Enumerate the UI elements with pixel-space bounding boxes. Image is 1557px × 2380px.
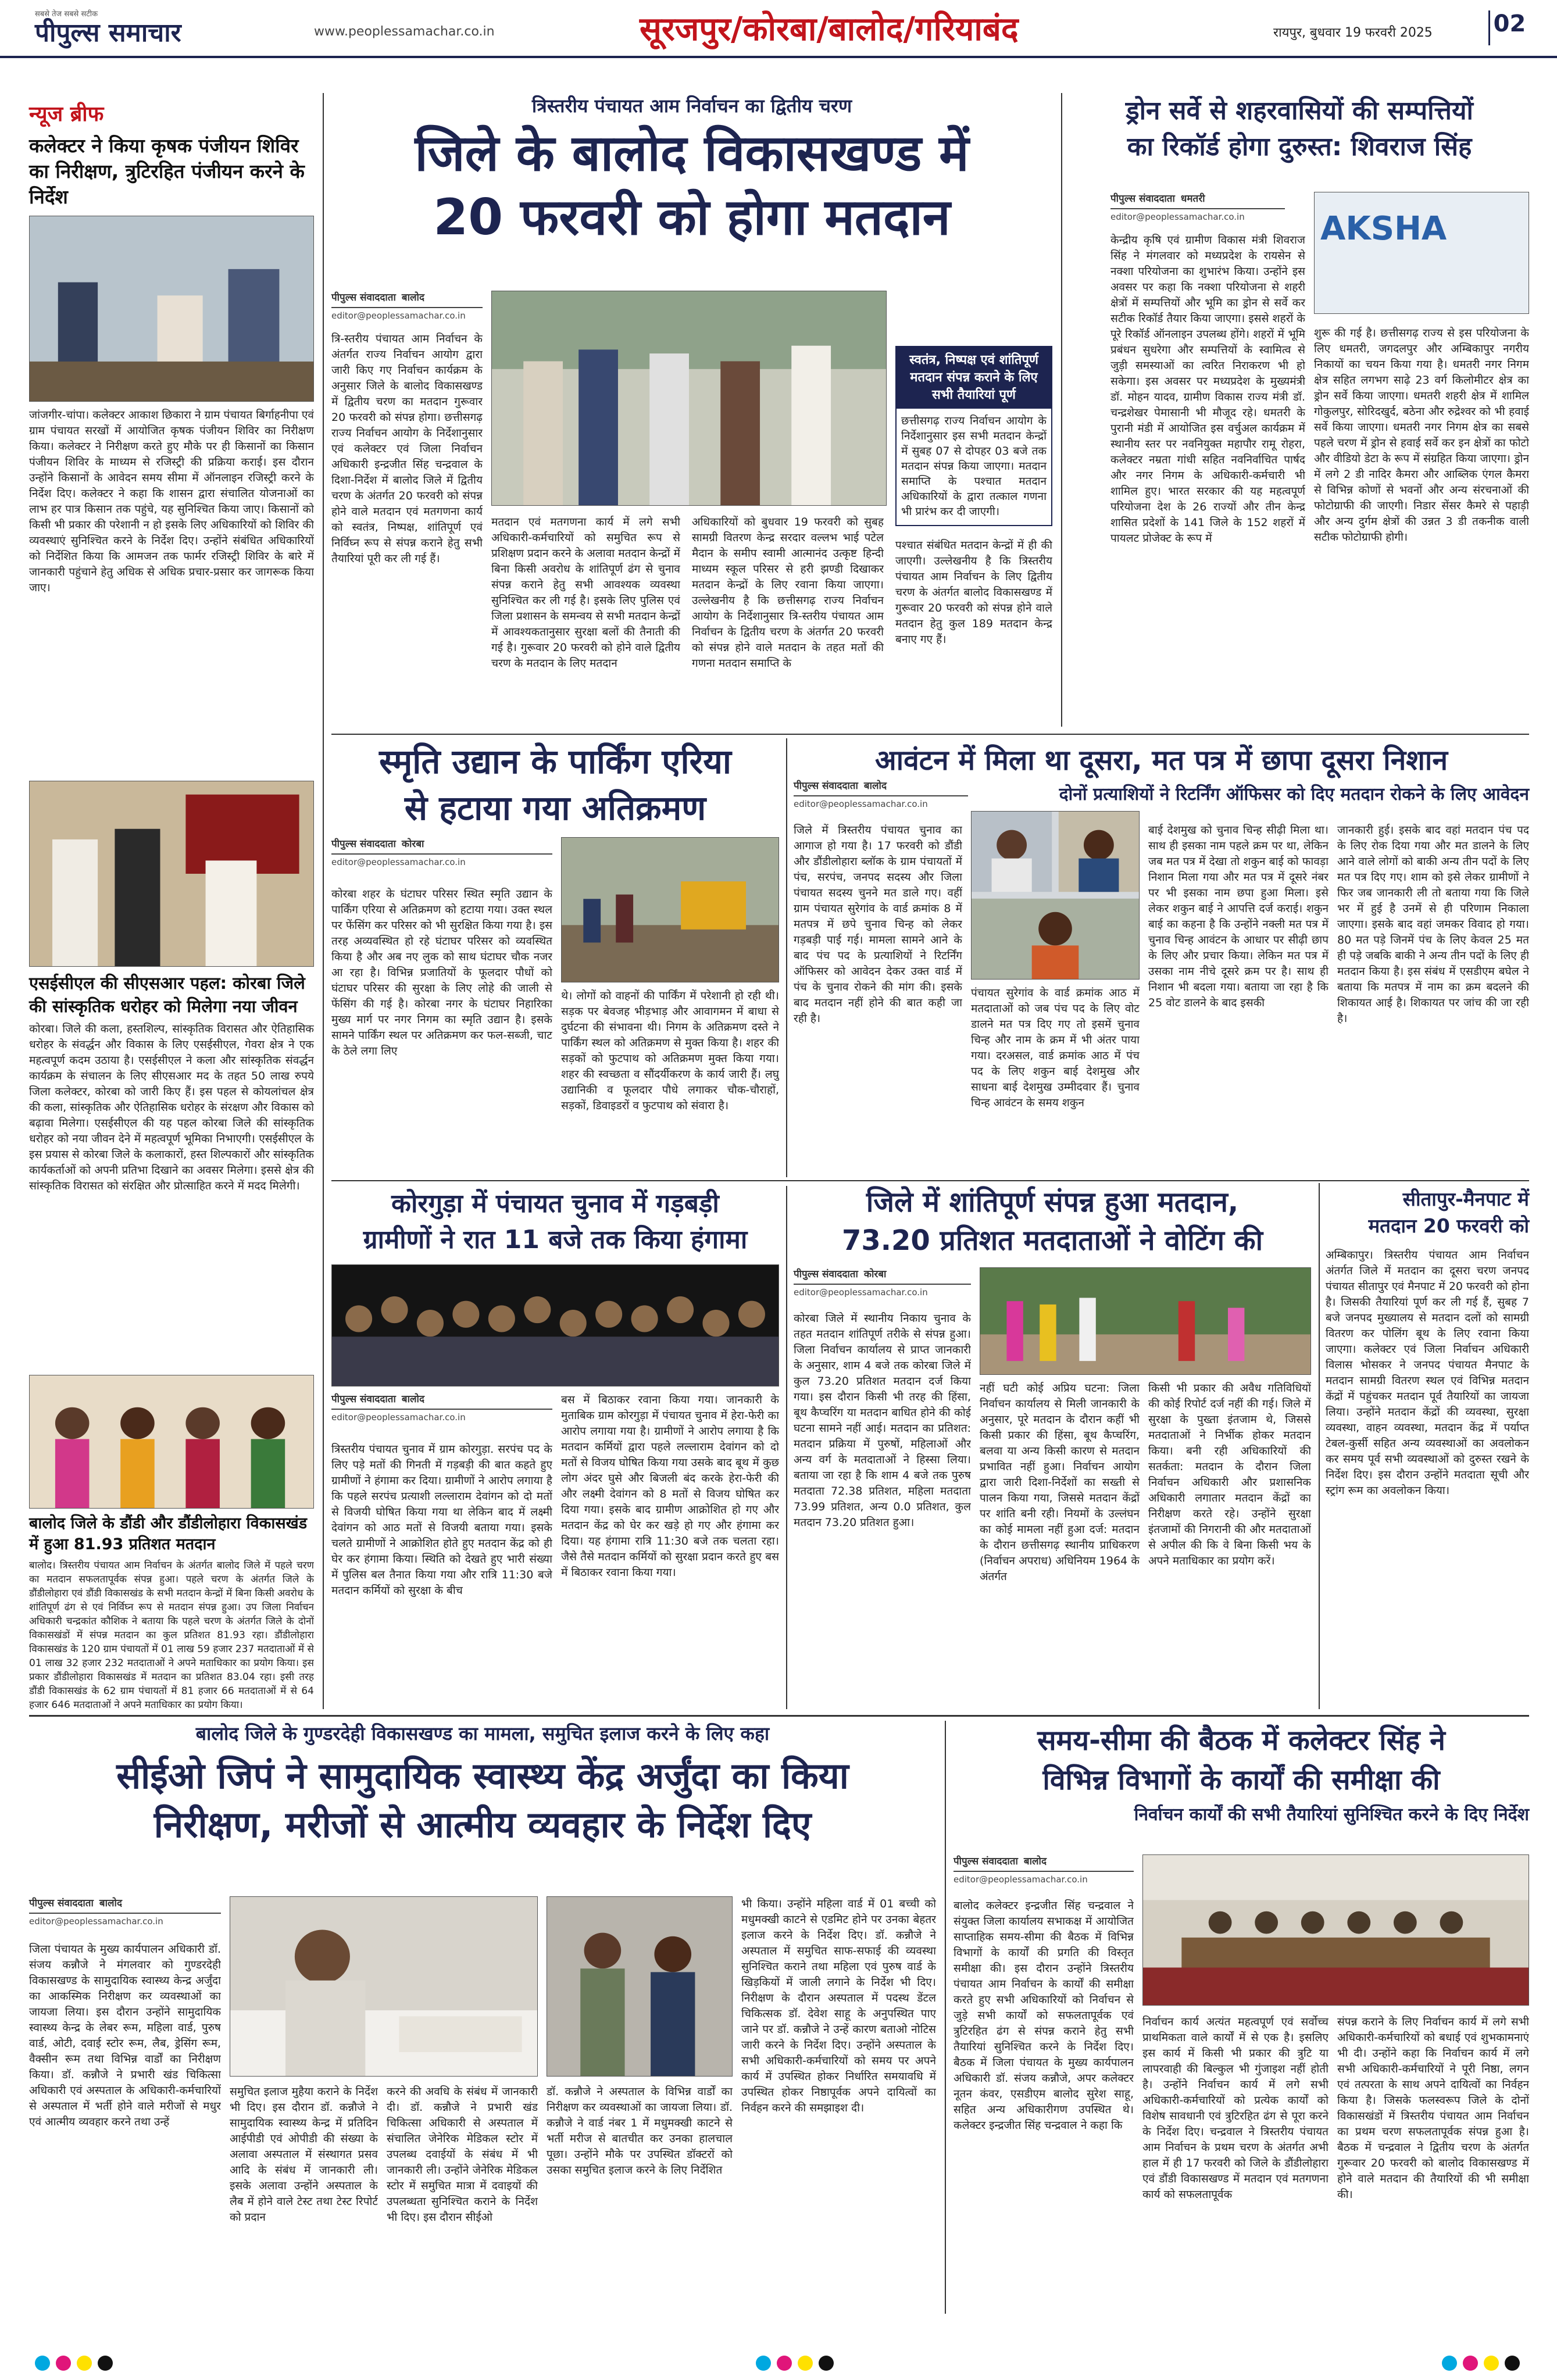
smriti-story	[331, 738, 779, 831]
peaceful-byline-name: पीपुल्स संवाददाता	[794, 1268, 858, 1280]
peaceful-headline-1: जिले में शांतिपूर्ण संपन्न हुआ मतदान,	[866, 1186, 1239, 1218]
registration-magenta-dot	[777, 2356, 792, 2371]
section-divider	[331, 1180, 1529, 1181]
registration-cyan-dot	[1442, 2356, 1457, 2371]
allotment-col-1: जिले में त्रिस्तरीय पंचायत चुनाव का आगाज हो गया है। 17 फरवरी को डौंडी और डौंडीलोहारा ब्लॉक के ग्राम पंचायतों में पंच, सरपंच, जनपद सदस्य और जिला पंचायत सदस्य चुनने मत डाले गए। वहीं ग्राम पंचायत सुरेगांव के वार्ड क्रमांक 8 में मतपत्र में छपे चुनाव चिन्ह को लेकर गड़बड़ी पाई गई। मामला सामने आने के बाद पंच पद के प्रत्याशियों ने रिटर्निंग ऑफिसर को आवेदन देकर उक्त वार्ड में पंच के चुनाव रोकने की मांग की। इसके बाद मतदान नहीं होने की बात कही जा रही है।	[794, 824, 962, 1025]
registration-yellow-dot	[798, 2356, 813, 2371]
korgudda-col-1: त्रिस्तरीय पंचायत चुनाव में ग्राम कोरगुड़ा. सरपंच पद के लिए पड़े मतों की गिनती में गड़बड़ी की बात कहते हुए ग्रामीणों ने हंगामा कर दिया। ग्रामीणों ने आरोप लगाया है कि पहले सरपंच प्रत्याशी लल्लाराम देवांगन को दो मतों से विजयी घोषित किया गया था लेकिन बाद में लक्ष्मी देवांगन को आठ मतों से विजयी बताया गया। इसके चलते ग्रामीणों ने आक्रोशित होते हुए मतदान केंद्र को ही घेर कर हंगामा किया। स्थिति को देखते हुए भारी संख्या में पुलिस बल तैनात किया गया और रात्रि 11:30 बजे मतदान कर्मियों को सुरक्षा के बीच	[331, 1443, 552, 1597]
registration-yellow-dot	[77, 2356, 92, 2371]
smriti-headline-1: स्मृति उद्यान के पार्किंग एरिया	[379, 742, 731, 781]
drone-col-2: शुरू की गई है। छत्तीसगढ़ राज्य से इस परियोजना के लिए धमतरी, जगदलपुर और अम्बिकापुर नगरीय निकायों का चयन किया गया है। धमतरी नगर निगम क्षेत्र सहित लगभग साढ़े 23 वर्ग किलोमीटर क्षेत्र का ड्रोन सर्वे किया जाएगा। धमतरी शहरी क्षेत्र में शामिल गोकुलपुर, सोरिदखुर्द, बठेना और रुद्रेश्वर को भी हवाई सर्वे किया जाएगा। धमतरी नगर निगम क्षेत्र का सबसे पहले चरण में ड्रोन से हवाई सर्वे कर इन क्षेत्रों का फोटो और वीडियो डेटा के रूप में संग्रहित किया जाएगा। ड्रोन में लगे 2 डी नादिर कैमरा और आब्लिक एंगल कैमरा से विभिन्न कोणों से भवनों और अन्य संरचनाओं की फोटोग्राफी की जाएगी। निडार सेंसर कैमरे से पहाड़ी और अन्य दुर्गम क्षेत्रों की उन्नत 3 डी तकनीक वाली सटीक फोटोग्राफी होगी।	[1314, 327, 1529, 544]
allotment-subhead: दोनों प्रत्याशियों ने रिटर्निंग ऑफिसर को दिए मतदान रोकने के लिए आवेदन	[1059, 784, 1529, 805]
ceo-email[interactable]: editor@peoplessamachar.co.in	[29, 1916, 163, 1927]
peaceful-headline-2: 73.20 प्रतिशत मतदाताओं ने वोटिंग की	[841, 1224, 1263, 1257]
ceo-headline-1: सीईओ जिपं ने सामुदायिक स्वास्थ्य केंद्र अर्जुंदा का किया	[116, 1754, 849, 1797]
allotment-byline	[794, 779, 968, 809]
smriti-byline-place: कोरबा	[401, 838, 424, 850]
peaceful-col-3: किसी भी प्रकार की अवैध गतिविधियों की कोई रिपोर्ट दर्ज नहीं की गई। जिले में सुरक्षा के पुख्ता इंतजाम थे, जिससे मतदाताओं ने निर्भीक होकर मतदान किया। बनी रही अधिकारियों की सतर्कता: मतदान के दौरान जिला निर्वाचन अधिकारी और प्रशासनिक अधिकारी लगातार मतदान केंद्रों का निरीक्षण करते रहे। उन्होंने सुरक्षा इंतजामों की निगरानी की और मतदाताओं से अपील की कि वे बिना किसी भय के अपने मताधिकार का प्रयोग करें।	[1148, 1382, 1311, 1567]
collector-photo	[1142, 1854, 1529, 2006]
peaceful-byline	[794, 1267, 971, 1298]
sitapur-body: अम्बिकापुर। त्रिस्तरीय पंचायत आम निर्वाचन अंतर्गत जिले में मतदान का दूसरा चरण जनपद पंचायत सीतापुर एवं मैनपाट में 20 फरवरी को होना है। जिसकी तैयारियां पूर्ण कर ली गई हैं, सुबह 7 बजे जनपद मुख्यालय से मतदान दलों को सामग्री वितरण कर पोलिंग बूथ के लिए रवाना किया जाएगा। कलेक्टर एवं जिला निर्वाचन अधिकारी विलास भोसकर ने जनपद पंचायत मैनपाट के मतदान सामग्री वितरण स्थल एवं विभिन्न मतदान केंद्रों में पहुंचकर मतदान पूर्व तैयारियों का जायजा लिया। उन्होंने मतदान केंद्रों की व्यवस्था, सुरक्षा व्यवस्था, वाहन व्यवस्था, मतदान केंद्र में पर्याप्त टेबल-कुर्सी सहित अन्य व्यवस्थाओं का अवलोकन कर समय पूर्व सभी व्यवस्थाओं को दुरुस्त रखने के निर्देश दिए। इस दौरान उन्होंने मतदाता सूची और स्ट्रांग रूम का अवलोकन किया।	[1326, 1249, 1529, 1497]
news-brief-label: न्यूज ब्रीफ	[29, 102, 104, 126]
newspaper-logo	[35, 8, 302, 49]
collector-byline-name: पीपुल्स संवाददाता	[954, 1856, 1018, 1867]
column-divider	[1061, 93, 1062, 727]
column-divider	[323, 93, 324, 1709]
smriti-email[interactable]: editor@peoplessamachar.co.in	[331, 857, 466, 867]
drone-col-1: केन्द्रीय कृषि एवं ग्रामीण विकास मंत्री शिवराज सिंह ने मंगलवार को मध्यप्रदेश के रायसेन से नक्शा परियोजना का शुभारंभ किया। उन्होंने इस अवसर पर कहा कि नक्शा परियोजना से शहरी क्षेत्रों में सम्पत्तियों और भूमि का ड्रोन से सर्वे कर सटीक रिकॉर्ड तैयार किया जाएगा। इससे शहरों के पूरे रिकॉर्ड ऑनलाइन उपलब्ध होंगे। शहरों में भूमि प्रबंधन सुधरेगा और सम्पत्तियों के स्वामित्व से जुड़ी समस्याओं का त्वरित निराकरण भी हो सकेगा। इस अवसर पर मध्यप्रदेश के मुख्यमंत्री डॉ. मोहन यादव, ग्रामीण विकास राज्य मंत्री डॉ. चन्द्रशेखर पेमासानी भी मौजूद रहे। धमतरी के पुरानी मंडी में आयोजित इस वर्चुअल कार्यक्रम में स्थानीय स्तर पर नवनियुक्त महापौर रामू रोहरा, कलेक्टर नम्रता गांधी सहित नवनिर्वाचित पार्षद और नगर निगम के अधिकारी-कर्मचारी भी शामिल हुए। भारत सरकार की यह महत्वपूर्ण परियोजना देश के 26 राज्यों और तीन केन्द्र शासित प्रदेशों के 141 जिले के 152 शहरों में पायलट प्रोजेक्ट के रूप में	[1110, 234, 1305, 545]
korgudda-headline-1: कोरगुड़ा में पंचायत चुनाव में गड़बड़ी	[391, 1189, 719, 1218]
logo-text: पीपुल्स समाचार	[35, 18, 181, 48]
ceo-photo-1	[230, 1896, 538, 2077]
korgudda-byline-name: पीपुल्स संवाददाता	[331, 1393, 396, 1405]
ceo-story	[29, 1721, 936, 1849]
section-divider	[331, 734, 1529, 735]
dateline: रायपुर, बुधवार 19 फरवरी 2025	[1273, 26, 1433, 40]
collector-byline	[954, 1854, 1134, 1885]
ceo-col-4: डॉ. कन्नौजे ने अस्पताल के विभिन्न वार्डों का निरीक्षण कर व्यवस्थाओं का जायजा लिया। डॉ. कन्नौजे ने वार्ड नंबर 1 में मधुमक्खी काटने से भर्ती मरीज से बातचीत कर उनका हालचाल पूछा। उन्होंने मौके पर उपस्थित डॉक्टरों को उसका समुचित इलाज करने के लिए निर्देशित	[547, 2085, 733, 2177]
lead-box-title: स्वतंत्र, निष्पक्ष एवं शांतिपूर्ण मतदान संपन्न कराने के लिए सभी तैयारियां पूर्ण	[897, 347, 1051, 409]
ceo-col-1: जिला पंचायत के मुख्य कार्यपालन अधिकारी डॉ. संजय कन्नौजे ने मंगलवार को गुण्डरदेही विकासखण्ड के सामुदायिक स्वास्थ्य केन्द्र अर्जुंदा का आकस्मिक निरीक्षण कर व्यवस्थाओं का जायजा लिया। इस दौरान उन्होंने सामुदायिक स्वास्थ्य केन्द्र के लेबर रूम, महिला वार्ड, पुरुष वार्ड, ओटी, दवाई स्टोर रूम, लैब, ड्रेसिंग रूम, वैक्सीन रूम तथा विभिन्न वार्डों का निरीक्षण किया। डॉ. कन्नौजे ने प्रभारी खंड चिकित्सा अधिकारी एवं अस्पताल के अधिकारी-कर्मचारियों से अस्पताल में भर्ती होने वाले मरीजों से मधुर एवं आत्मीय व्यवहार करने तथा उन्हें	[29, 1943, 221, 2128]
lead-byline-name: पीपुल्स संवाददाता	[331, 292, 396, 303]
registration-black-dot	[98, 2356, 113, 2371]
sitapur-headline-1: सीतापुर-मैनपाट में	[1402, 1188, 1529, 1210]
brief-item-1-body: जांजगीर-चांपा। कलेक्टर आकाश छिकारा ने ग्राम पंचायत बिर्गाहनीपा एवं ग्राम पंचायत सरखों में आयोजित कृषक पंजीयन शिविर का निरीक्षण किया। कलेक्टर ने निरीक्षण करते हुए मौके पर ही किसानों का किसान पंजीयन शिविर के माध्यम से रजिस्ट्री की प्रक्रिया कराई। इस दौरान उन्होंने किसानों के आवेदन समय सीमा में ऑनलाइन रजिस्ट्री करने के निर्देश दिए। कलेक्टर ने कहा कि शासन द्वारा संचालित योजनाओं का लाभ हर पात्र किसान तक पहुंचे, यह सुनिश्चित किया जाए। किसानों को किसी भी प्रकार की परेशानी न हो इसके लिए अधिकारियों को शिविर की व्यवस्थाएं सुनिश्चित करने के निर्देश दिए। उन्होंने संबंधित अधिकारियों को निर्देशित किया कि आमजन तक फार्मर रजिस्ट्री शिविर के बारे में जानकारी पहुंचाने हेतु अधिक से अधिक प्रचार-प्रसार कर जागरूक किया जाए।	[29, 409, 314, 594]
collector-story	[954, 1721, 1529, 1827]
smriti-byline-name: पीपुल्स संवाददाता	[331, 838, 396, 850]
registration-black-dot	[1505, 2356, 1520, 2371]
korgudda-byline	[331, 1392, 552, 1423]
news-brief-column	[29, 99, 314, 1913]
allotment-byline-place: बालोद	[863, 780, 887, 792]
brief-item-2-title: एसईसीएल की सीएसआर पहल: कोरबा जिले की सांस्कृतिक धरोहर को मिलेगा नया जीवन	[29, 973, 305, 1016]
lead-col-1: त्रि-स्तरीय पंचायत आम निर्वाचन के अंतर्गत राज्य निर्वाचन आयोग द्वारा जारी किए गए निर्वाचन कार्यक्रम के अनुसार जिले के बालोद विकासखण्ड में द्वितीय चरण का मतदान गुरूवार 20 फरवरी को संपन्न होगा। छत्तीसगढ़ राज्य निर्वाचन आयोग के निर्देशानुसार एवं कलेक्टर एवं जिला निर्वाचन अधिकारी इन्द्रजीत सिंह चन्द्रवाल के दिशा-निर्देश में बालोद जिले में द्वितीय चरण के अंतर्गत 20 फरवरी को संपन्न होने वाले मतदान एवं मतगणना कार्य को स्वतंत्र, निष्पक्ष, शांतिपूर्ण एवं निर्विघ्न रूप से संपन्न कराने हेतु सभी तैयारियां पूरी कर ली गई हैं।	[331, 333, 483, 565]
ceo-photo-2	[547, 1896, 733, 2077]
lead-byline	[331, 291, 483, 321]
registration-cyan-dot	[756, 2356, 771, 2371]
sitapur-story	[1326, 1186, 1529, 1707]
lead-photo	[491, 291, 887, 506]
drone-photo-banner: AKSHA	[1320, 210, 1447, 248]
registration-cyan-dot	[35, 2356, 50, 2371]
allotment-byline-name: पीपुल्स संवाददाता	[794, 780, 858, 792]
korgudda-email[interactable]: editor@peoplessamachar.co.in	[331, 1412, 466, 1423]
smriti-photo	[561, 837, 779, 982]
ceo-headline-2: निरीक्षण, मरीजों से आत्मीय व्यवहार के निर्देश दिए	[153, 1803, 812, 1846]
smriti-byline	[331, 837, 552, 867]
collector-email[interactable]: editor@peoplessamachar.co.in	[954, 1874, 1088, 1885]
collector-subhead: निर्वाचन कार्यों की सभी तैयारियां सुनिश्चित करने के दिए निर्देश	[1134, 1804, 1529, 1825]
peaceful-email[interactable]: editor@peoplessamachar.co.in	[794, 1287, 928, 1298]
lead-headline-2: 20 फरवरी को होगा मतदान	[433, 188, 951, 246]
ceo-col-2: समुचित इलाज मुहैया कराने के निर्देश भी दिए। इस दौरान डॉ. कन्नौजे ने सामुदायिक स्वास्थ्य केन्द्र में प्रतिदिन आईपीडी एवं ओपीडी की संख्या के अलावा अस्पताल में संस्थागत प्रसव आदि के संबंध में जानकारी ली। इसके अलावा उन्होंने अस्पताल के लैब में होने वाले टेस्ट तथा टेस्ट रिपोर्ट को प्रदान	[230, 2085, 378, 2224]
collector-col-2: निर्वाचन कार्य अत्यंत महत्वपूर्ण एवं सर्वोच्च प्राथमिकता वाले कार्यों में से एक है। इसलिए इस कार्य में किसी भी प्रकार की त्रुटि या लापरवाही की बिल्कुल भी गुंजाइश नहीं होती है। उन्होंने निर्वाचन कार्य में लगे सभी अधिकारी-कर्मचारियों को प्रत्येक कार्यों को विशेष सावधानी एवं त्रुटिरहित ढंग से पूरा करने के निर्देश दिए। चन्द्रवाल ने त्रिस्तरीय पंचायत आम निर्वाचन के प्रथम चरण के अंतर्गत अभी हाल में ही 17 फरवरी को जिले के डौंडीलोहारा एवं डौंडी विकासखण्ड में मतदान एवं मतगणना कार्य को सफलतापूर्वक	[1142, 2016, 1329, 2201]
column-divider	[786, 738, 787, 1177]
korgudda-photo	[331, 1264, 779, 1386]
column-divider	[786, 1186, 787, 1709]
section-title: सूरजपुर/कोरबा/बालोद/गरियाबंद	[640, 10, 1019, 48]
registration-magenta-dot	[56, 2356, 71, 2371]
registration-magenta-dot	[1463, 2356, 1478, 2371]
peaceful-photo	[980, 1267, 1311, 1375]
korgudda-col-2: बस में बिठाकर रवाना किया गया। जानकारी के मुताबिक ग्राम कोरगुड़ा में पंचायत चुनाव में हेरा-फेरी का आरोप लगाया गया है। ग्रामीणों ने आरोप लगाया है कि मतदान कर्मियों द्वारा पहले लल्लाराम देवांगन को दो मतों से विजय घोषित किया गया उसके बाद बूथ में कुछ लोग अंदर घुसे और बिजली बंद करके हेरा-फेरी की और लक्ष्मी देवांगन को 8 मतों से विजय घोषित कर दिया गया। इसके बाद ग्रामीण आक्रोशित हो गए और मतदान केंद्र को घेर कर खड़े हो गए और हंगामा कर दिया। यह हंगामा रात्रि 11:30 बजे तक चलता रहा। जैसे तैसे मतदान कर्मियों को सुरक्षा प्रदान करते हुए बस में बिठाकर रवाना किया गया।	[561, 1393, 779, 1579]
lead-email[interactable]: editor@peoplessamachar.co.in	[331, 310, 466, 321]
lead-box-text: छत्तीसगढ़ राज्य निर्वाचन आयोग के निर्देशानुसार इस सभी मतदान केन्द्रों में सुबह 07 से दोपहर 03 बजे तक मतदान संपन्न किया जाएगा। मतदान समाप्ति के पश्चात मतदान अधिकारियों के द्वारा तत्काल गणना भी प्रारंभ कर दी जाएगी।	[901, 414, 1047, 518]
brief-item-1-photo	[29, 216, 314, 402]
ceo-byline-place: बालोद	[99, 1897, 122, 1909]
allotment-col-2: पंचायत सुरेगांव के वार्ड क्रमांक आठ में मतदाताओं को जब पंच पद के लिए वोट डालने मत पत्र दिए गए तो इसमें चुनाव चिन्ह और नाम के क्रम में भी अंतर पाया गया। दरअसल, वार्ड क्रमांक आठ में पंच पद के लिए शकुन बाई देशमुख और साधना बाई देशमुख उम्मीदवार हैं। चुनाव चिन्ह आवंटन के समय शकुन	[971, 987, 1140, 1109]
page-number: 02	[1488, 10, 1529, 45]
ceo-kicker: बालोद जिले के गुण्डरदेही विकासखण्ड का मामला, समुचित इलाज करने के लिए कहा	[195, 1723, 770, 1745]
brief-item-3-photo	[29, 1375, 314, 1509]
korgudda-headline-2: ग्रामीणों ने रात 11 बजे तक किया हंगामा	[363, 1225, 748, 1255]
collector-headline-1: समय-सीमा की बैठक में कलेक्टर सिंह ने	[1037, 1724, 1445, 1757]
registration-yellow-dot	[1484, 2356, 1499, 2371]
peaceful-byline-place: कोरबा	[863, 1268, 887, 1280]
lead-kicker: त्रिस्तरीय पंचायत आम निर्वाचन का द्वितीय चरण	[531, 95, 852, 117]
print-registration-bar	[0, 2349, 1557, 2380]
lead-info-box	[895, 346, 1052, 526]
collector-col-1: बालोद कलेक्टर इन्द्रजीत सिंह चन्द्रवाल ने संयुक्त जिला कार्यालय सभाकक्ष में आयोजित साप्ताहिक समय-सीमा की बैठक में विभिन्न विभागों के कार्यों की प्रगति की विस्तृत समीक्षा की। इस दौरान उन्होंने त्रिस्तरीय पंचायत आम निर्वाचन के कार्यों की समीक्षा करते हुए सभी अधिकारियों को निर्वाचन से जुड़े सभी कार्यों को सफलतापूर्वक एवं त्रुटिरहित ढंग से संपन्न कराने हेतु सभी तैयारियां सुनिश्चित करने के निर्देश दिए। बैठक में जिला पंचायत के मुख्य कार्यपालन अधिकारी डॉ. संजय कन्नौजे, अपर कलेक्टर नूतन कंवर, एसडीएम बालोद सुरेश साहू, सहित अन्य अधिकारीगण उपस्थित थे। कलेक्टर इन्द्रजीत सिंह चन्द्रवाल ने कहा कि	[954, 1899, 1134, 2132]
peaceful-story	[794, 1183, 1311, 1260]
ceo-byline	[29, 1896, 221, 1927]
allotment-col-4: जानकारी हुई। इसके बाद वहां मतदान पंच पद के लिए रोक दिया गया और मत डालने के लिए आने वाले लोगों को बाकी अन्य तीन पदों के लिए मत पत्र दिए गए। शाम को इसे लेकर ग्रामीणों ने फिर जब जानकारी ली तो बताया गया कि जिले भर में हुई है उनमें से ही परिणाम निकाला जाएगा। इसके बाद वहां जमकर विवाद हो गया। 80 मत पड़े जिनमें पंच के लिए केवल 25 मत ही पड़े जबकि बाकी ने अन्य तीन पदों के लिए ही मतदान किया है। इस संबंध में एसडीएम बघेल ने बताया कि मतपत्र में नाम का क्रम बदलने की शिकायत आई है। शिकायत पर जांच की जा रही है।	[1337, 824, 1529, 1025]
drone-email[interactable]: editor@peoplessamachar.co.in	[1110, 212, 1245, 222]
drone-byline-name: पीपुल्स संवाददाता	[1110, 193, 1175, 205]
smriti-col-1: कोरबा शहर के घंटाघर परिसर स्थित स्मृति उद्यान के पार्किंग एरिया से अतिक्रमण को हटाया गया। उक्त स्थल पर फेंसिंग कर परिसर को भी सुरक्षित किया गया है। इस तरह अव्यवस्थित हो रहे घंटाघर परिसर को व्यवस्थित किया है और अब नए लुक को साथ घंटाघर चौक नजर आ रहा है। विभिन्न प्रजातियों के फूलदार पौधों को घंटाघर परिसर की सुरक्षा के लिए लोहे की जाली से फेंसिंग की गई है। कोरबा नगर के घंटाघर निहारिका मुख्य मार्ग पर नगर निगम का स्मृति उद्यान है। इसके सामने पार्किंग स्थल पर अतिक्रमण कर फल-सब्जी, चाट के ठेले लगा लिए	[331, 888, 552, 1057]
collector-headline-2: विभिन्न विभागों के कार्यों की समीक्षा की	[1042, 1764, 1440, 1796]
drone-photo	[1314, 192, 1529, 314]
section-divider	[29, 1715, 1529, 1717]
allotment-headline: आवंटन में मिला था दूसरा, मत पत्र में छापा दूसरा निशान	[875, 744, 1448, 777]
brief-item-2-photo	[29, 781, 314, 967]
collector-byline-place: बालोद	[1023, 1856, 1047, 1867]
ceo-col-3: करने की अवधि के संबंध में जानकारी दी। डॉ. कन्नौजे ने प्रभारी खंड चिकित्सा अधिकारी से अस्पताल में संचालित जेनेरिक मेडिकल स्टोर में उपलब्ध दवाईयों के संबंध में भी जानकारी ली। उन्होंने जेनेरिक मेडिकल स्टोर में समुचित मात्रा में दवाइयों की उपलब्धता सुनिश्चित कराने के निर्देश भी दिए। इस दौरान सीईओ	[387, 2085, 538, 2224]
peaceful-col-1: कोरबा जिले में स्थानीय निकाय चुनाव के तहत मतदान शांतिपूर्ण तरीके से संपन्न हुआ। जिला निर्वाचन कार्यालय से प्राप्त जानकारी के अनुसार, शाम 4 बजे तक कोरबा जिले में कुल 73.20 प्रतिशत मतदान दर्ज किया गया। इस दौरान किसी भी तरह की हिंसा, बूथ कैप्चरिंग या मतदान बाधित होने की कोई घटना सामने नहीं आई। मतदान का प्रतिशत: मतदान प्रक्रिया में पुरुषों, महिलाओं और अन्य वर्ग के मतदाताओं ने हिस्सा लिया। बताया जा रहा है कि शाम 4 बजे तक पुरुष मतदाता 72.38 प्रतिशत, महिला मतदाता 73.99 प्रतिशत, अन्य 0.0 प्रतिशत, कुल मतदान 73.20 प्रतिशत हुआ।	[794, 1312, 971, 1529]
brief-item-1-title: कलेक्टर ने किया कृषक पंजीयन शिविर का निरीक्षण, त्रुटिरहित पंजीयन करने के निर्देश	[29, 134, 305, 208]
website-url[interactable]: www.peoplessamachar.co.in	[314, 24, 495, 39]
sitapur-headline-2: मतदान 20 फरवरी को	[1368, 1214, 1529, 1237]
drone-byline-place: धमतरी	[1180, 193, 1205, 205]
masthead	[0, 0, 1557, 58]
allotment-email[interactable]: editor@peoplessamachar.co.in	[794, 799, 928, 809]
logo-tagline: सबसे तेज सबसे सटीक	[35, 10, 98, 19]
brief-item-2-body: कोरबा। जिले की कला, हस्तशिल्प, सांस्कृतिक विरासत और ऐतिहासिक धरोहर के संवर्द्धन और विकास के लिए एसईसीएल, गेवरा क्षेत्र ने एक महत्वपूर्ण कदम उठाया है। एसईसीएल ने कला और सांस्कृतिक संवर्द्धन कार्यक्रम के संचालन के लिए सीएसआर मद के तहत 50 लाख रुपये जिला कलेक्टर, कोरबा को जारी किए हैं। इस पहल से कोयलांचल क्षेत्र की कला, सांस्कृतिक और ऐतिहासिक धरोहर के संरक्षण और विकास को बढ़ावा मिलेगा। एसईसीएल की यह पहल कोरबा जिले की सांस्कृतिक धरोहर को नया जीवन देने में महत्वपूर्ण भूमिका निभाएगी। एसईसीएल के इस प्रयास से कोरबा जिले के कलाकारों, हस्त शिल्पकारों और सांस्कृतिक कार्यकर्ताओं को अपनी प्रतिभा दिखाने का अवसर मिलेगा। इससे क्षेत्र की सांस्कृतिक विरासत को संरक्षित और प्रोत्साहित करने में मदद मिलेगी।	[29, 1023, 314, 1192]
smriti-col-2: थे। लोगों को वाहनों की पार्किंग में परेशानी हो रही थी। सड़क पर बेवजह भीड़भाड़ और आवागमन में बाधा से दुर्घटना की संभावना थी। निगम के अतिक्रमण दस्ते ने पार्किंग स्थल को अतिक्रमण से मुक्त किया है। शहर की सड़कों को फुटपाथ को अतिक्रमण मुक्त किया गया। शहर की स्वच्छता व सौंदर्यीकरण के कार्य जारी हैं। लघु उद्यानिकी व फूलदार पौधे लगाकर चौक-चौराहों, सड़कों, डिवाइडरों व फुटपाथ को संवारा है।	[561, 989, 779, 1112]
allotment-photo	[971, 811, 1140, 980]
brief-item-3-body: बालोद। त्रिस्तरीय पंचायत आम निर्वाचन के अंतर्गत बालोद जिले में पहले चरण का मतदान सफलतापूर्वक संपन्न हुआ। पहले चरण के अंतर्गत जिले के डौंडीलोहारा एवं डौंडी विकासखंड के सभी मतदान केन्द्रों में बिना किसी अवरोध के शांतिपूर्ण ढंग से एवं निर्विघ्न रूप से मतदान संपन्न हुआ। उप जिला निर्वाचन अधिकारी चन्द्रकांत कौशिक ने बताया कि पहले चरण के अंतर्गत जिले के दोनों विकासखंडों में संपन्न मतदान का कुल प्रतिशत 81.93 रहा। डौंडीलोहारा विकासखंड के 120 ग्राम पंचायतों में 01 लाख 59 हजार 237 मतदाताओं में से 01 लाख 32 हजार 232 मतदाताओं ने अपने मताधिकार का प्रयोग किया। इस प्रकार डौंडीलोहारा विकासखंड में मतदान का प्रतिशत 83.04 रहा। इसी तरह डौंडी विकासखंड के 62 ग्राम पंचायतों में 81 हजार 66 मतदाताओं में से 64 हजार 646 मतदाताओं ने अपने मताधिकार का प्रयोग किया।	[29, 1560, 314, 1711]
brief-item-3-title: बालोद जिले के डौंडी और डौंडीलोहारा विकासखंड में हुआ 81.93 प्रतिशत मतदान	[29, 1514, 308, 1553]
lead-col-4: पश्चात संबंधित मतदान केन्द्रों में ही की जाएगी। उल्लेखनीय है कि त्रिस्तरीय पंचायत आम निर्वाचन के लिए द्वितीय चरण के अंतर्गत बालोद विकासखण्ड में गुरूवार 20 फरवरी को संपन्न होने वाले मतदान हेतु कुल 189 मतदान केन्द्र बनाए गए हैं।	[895, 539, 1052, 646]
ceo-col-5: भी किया। उन्होंने महिला वार्ड में 01 बच्ची को मधुमक्खी काटने से एडमिट होने पर उनका बेहतर इलाज करने के निर्देश दिए। डॉ. कन्नौजे ने अस्पताल में समुचित साफ-सफाई की व्यवस्था सुनिश्चित कराने तथा महिला एवं पुरुष वार्ड के खिड़कियों में जाली लगाने के निर्देश भी दिए। निरीक्षण के दौरान अस्पताल में पदस्थ डेंटल चिकित्सक डॉ. देवेश साहू के अनुपस्थित पाए जाने पर डॉ. कन्नौजे ने उन्हें कारण बताओ नोटिस जारी करने के निर्देश दिए। उन्होंने अस्पताल के सभी अधिकारी-कर्मचारियों को समय पर अपने कार्य में उपस्थित होकर निर्धारित समयावधि में उपस्थित होकर निष्ठापूर्वक अपने दायित्वों का निर्वहन करने की समझाइश दी।	[741, 1897, 936, 2114]
korgudda-byline-place: बालोद	[401, 1393, 424, 1405]
drone-headline-2: का रिकॉर्ड होगा दुरुस्त: शिवराज सिंह	[1127, 132, 1472, 162]
ceo-byline-name: पीपुल्स संवाददाता	[29, 1897, 94, 1909]
collector-col-3: संपन्न कराने के लिए निर्वाचन कार्य में लगे सभी अधिकारी-कर्मचारियों को बधाई एवं शुभकामनाएं भी दी। उन्होंने कहा कि निर्वाचन कार्य में लगे सभी अधिकारी-कर्मचारियों ने पूरी निष्ठा, लगन एवं तत्परता के साथ अपने दायित्वों का निर्वहन किया है। जिसके फलस्वरूप जिले के दोनों विकासखंडों में त्रिस्तरीय पंचायत आम निर्वाचन का प्रथम चरण सफलतापूर्वक संपन्न हुआ है। बैठक में चन्द्रवाल ने द्वितीय चरण के अंतर्गत गुरूवार 20 फरवरी को बालोद विकासखण्ड में होने वाले मतदान की तैयारियों की भी समीक्षा की।	[1337, 2016, 1529, 2201]
peaceful-col-2: नहीं घटी कोई अप्रिय घटना: जिला निर्वाचन कार्यालय से मिली जानकारी के अनुसार, पूरे मतदान के दौरान कहीं भी किसी प्रकार की हिंसा, बूथ कैप्चरिंग, बलवा या अन्य किसी कारण से मतदान प्रभावित नहीं हुआ। निर्वाचन आयोग द्वारा जारी दिशा-निर्देशों का सख्ती से पालन किया गया, जिससे मतदान केंद्रों पर शांति बनी रही। नियमों के उल्लंघन का कोई मामला नहीं हुआ दर्ज: मतदान के दौरान छत्तीसगढ़ स्थानीय प्राधिकरण (निर्वाचन अपराध) अधिनियम 1964 के अंतर्गत	[980, 1382, 1140, 1583]
column-divider	[1319, 1183, 1320, 1709]
korgudda-story	[331, 1186, 779, 1258]
drone-headline-1: ड्रोन सर्वे से शहरवासियों की सम्पत्तियों	[1126, 96, 1473, 126]
registration-black-dot	[819, 2356, 834, 2371]
smriti-headline-2: से हटाया गया अतिक्रमण	[404, 788, 706, 828]
lead-col-3: अधिकारियों को बुधवार 19 फरवरी को सुबह सामग्री वितरण केन्द्र सरदार वल्लभ भाई पटेल मैदान के समीप स्वामी आत्मानंद उत्कृष्ट हिन्दी माध्यम स्कूल परिसर से हरी झण्डी दिखाकर मतदान केन्द्रों के लिए रवाना किया जाएगा। उल्लेखनीय है कि छत्तीसगढ़ राज्य निर्वाचन आयोग के निर्देशानुसार त्रि-स्तरीय पंचायत आम निर्वाचन के द्वितीय चरण के अंतर्गत 20 फरवरी को संपन्न होने वाले मतदान के तहत मतों की गणना मतदान समाप्ति के	[692, 516, 884, 670]
lead-headline-1: जिले के बालोद विकासखण्ड में	[415, 124, 969, 183]
drone-byline	[1110, 192, 1285, 222]
lead-byline-place: बालोद	[401, 292, 424, 303]
lead-col-2: मतदान एवं मतगणना कार्य में लगे सभी अधिकारी-कर्मचारियों को समुचित रूप से प्रशिक्षण प्रदान करने के अलावा मतदान केन्द्रों में बिना किसी अवरोध के शांतिपूर्ण ढंग से चुनाव संपन्न कराने हेतु सभी आवश्यक व्यवस्था सुनिश्चित कर ली गई है। इसके लिए पुलिस एवं जिला प्रशासन के समन्वय से सभी मतदान केन्द्रों में आवश्यकतानुसार सुरक्षा बलों की तैनाती की गई है। गुरूवार 20 फरवरी को होने वाले द्वितीय चरण के मतदान के लिए मतदान	[491, 516, 680, 670]
column-divider	[945, 1721, 946, 2314]
allotment-col-3: बाई देशमुख को चुनाव चिन्ह सीढ़ी मिला था। साथ ही इसका नाम पहले क्रम पर था, लेकिन जब मत पत्र में देखा तो शकुन बाई को फावड़ा निशान मिला गया और मत पत्र में दूसरे नंबर पर भी इसका नाम छपा हुआ मिला। इसे लेकर शकुन बाई ने आपत्ति दर्ज कराई। शकुन बाई का कहना है कि उन्होंने नक्ली मत पत्र में चुनाव चिन्ह आवंटन के आधार पर सीढ़ी छाप के लिए और प्रचार किया। लेकिन मत पत्र में उसका नाम नीचे दूसरे क्रम पर है। साथ ही निशान भी बदला गया। बताया जा रहा है कि 25 वोट डालने के बाद इसकी	[1148, 824, 1329, 1009]
